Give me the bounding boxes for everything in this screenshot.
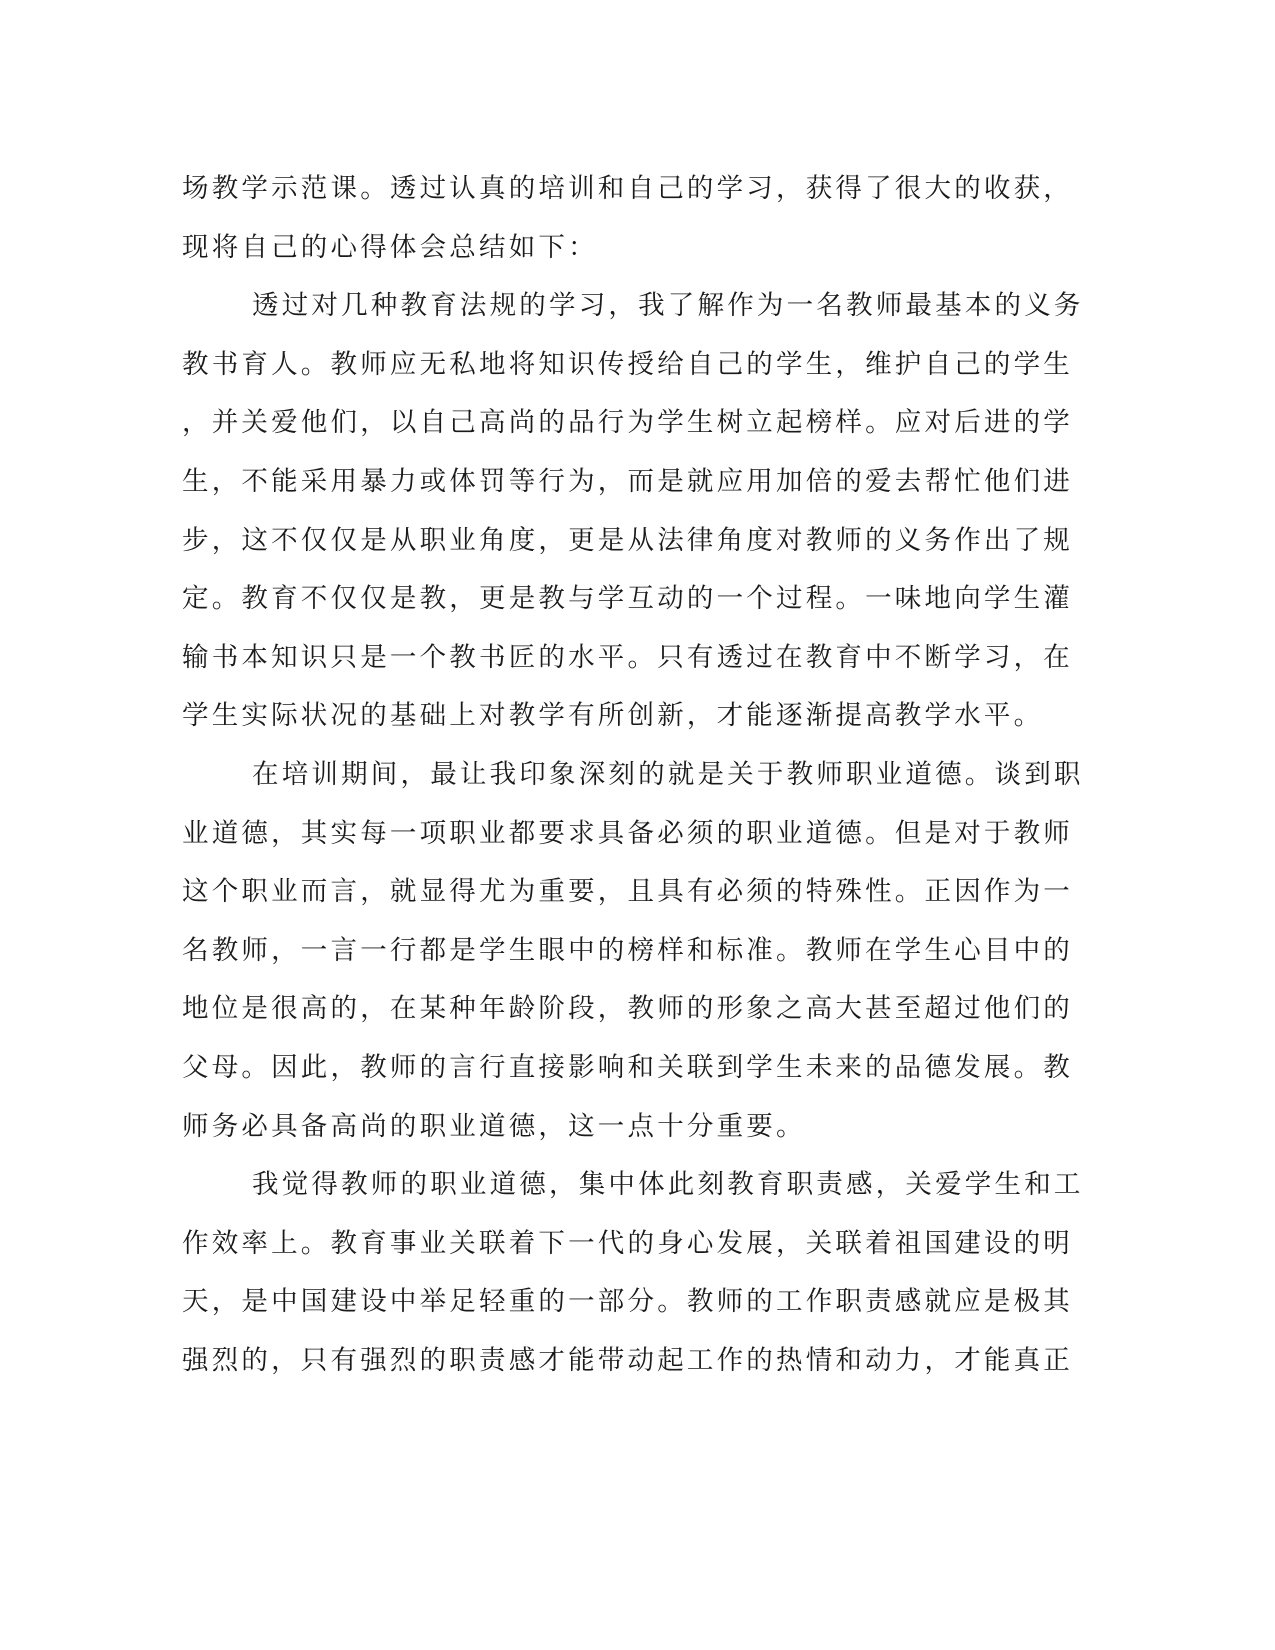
text-line: 这个职业而言，就显得尤为重要，且具有必须的特殊性。正因作为一 [182, 876, 1073, 908]
paragraph-first-line: 透过对几种教育法规的学习，我了解作为一名教师最基本的义务 [252, 290, 1084, 322]
text-line: 强烈的，只有强烈的职责感才能带动起工作的热情和动力，才能真正 [182, 1344, 1073, 1376]
text-line: 作效率上。教育事业关联着下一代的身心发展，关联着祖国建设的明 [182, 1227, 1073, 1259]
text-line: 场教学示范课。透过认真的培训和自己的学习，获得了很大的收获， [182, 173, 1073, 204]
text-line: 步，这不仅仅是从职业角度，更是从法律角度对教师的义务作出了规 [182, 524, 1073, 556]
text-line: 学生实际状况的基础上对教学有所创新，才能逐渐提高教学水平。 [182, 700, 1044, 732]
text-line: 定。教育不仅仅是教，更是教与学互动的一个过程。一味地向学生灌 [182, 583, 1073, 615]
text-line: 父母。因此，教师的言行直接影响和关联到学生未来的品德发展。教 [182, 1051, 1073, 1083]
text-line: 输书本知识只是一个教书匠的水平。只有透过在教育中不断学习，在 [182, 641, 1073, 673]
text-line: 师务必具备高尚的职业道德，这一点十分重要。 [182, 1110, 806, 1142]
text-line: 地位是很高的，在某种年龄阶段，教师的形象之高大甚至超过他们的 [182, 993, 1073, 1025]
text-line: 现将自己的心得体会总结如下： [182, 231, 598, 263]
paragraph-first-line: 我觉得教师的职业道德，集中体此刻教育职责感，关爱学生和工 [252, 1169, 1084, 1201]
text-line: ，并关爱他们，以自己高尚的品行为学生树立起榜样。应对后进的学 [182, 407, 1073, 439]
text-line: 业道德，其实每一项职业都要求具备必须的职业道德。但是对于教师 [182, 817, 1073, 849]
text-line: 天，是中国建设中举足轻重的一部分。教师的工作职责感就应是极其 [182, 1286, 1073, 1318]
text-line: 名教师，一言一行都是学生眼中的榜样和标准。教师在学生心目中的 [182, 934, 1073, 966]
paragraph-first-line: 在培训期间，最让我印象深刻的就是关于教师职业道德。谈到职 [252, 758, 1084, 790]
text-line: 生，不能采用暴力或体罚等行为，而是就应用加倍的爱去帮忙他们进 [182, 465, 1073, 497]
text-line: 教书育人。教师应无私地将知识传授给自己的学生，维护自己的学生 [182, 348, 1073, 380]
document-body [182, 160, 1084, 1390]
